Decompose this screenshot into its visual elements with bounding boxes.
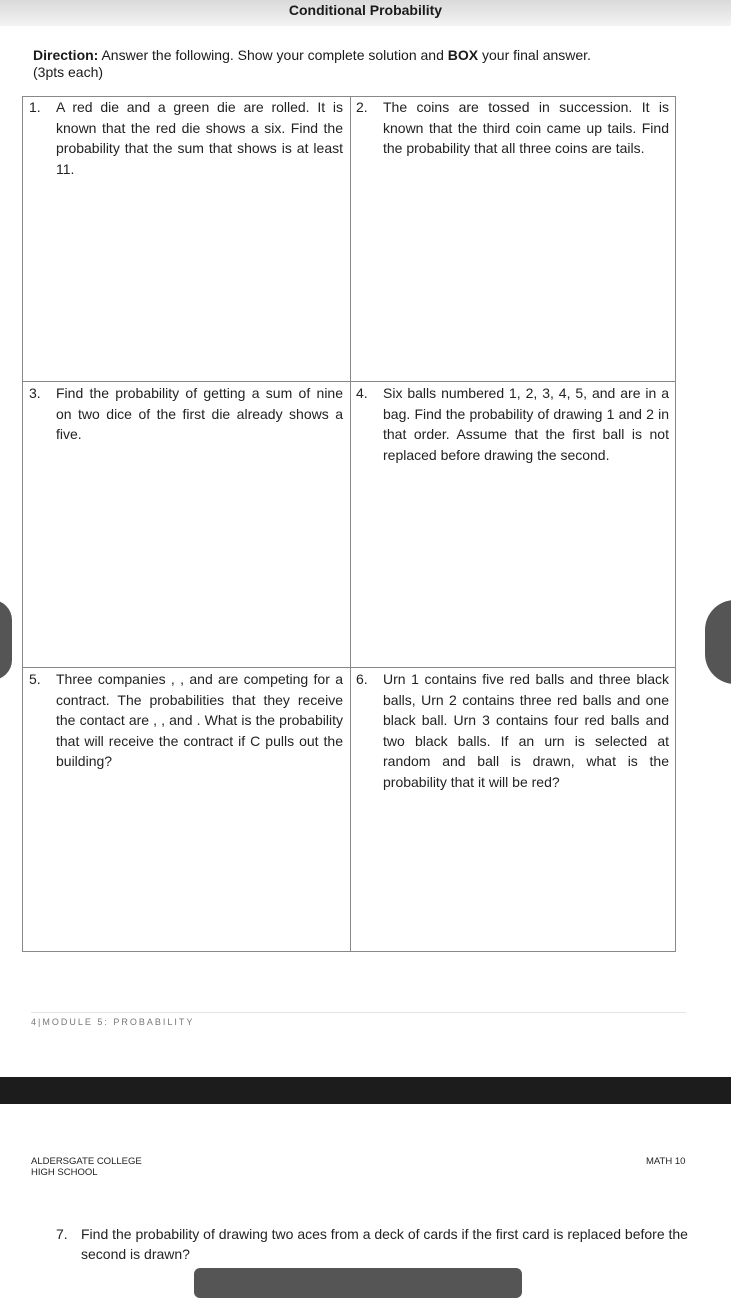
direction-emphasis: BOX xyxy=(447,47,479,63)
problem-text: Six balls numbered 1, 2, 3, 4, 5, and are in a bag. Find the probability of drawing 1 and 2 in that order. Assume that the first ball is not replaced before drawing the second. xyxy=(383,385,669,463)
problem-number: 3. xyxy=(29,385,41,401)
direction-text: Answer the following. Show your complete solution and xyxy=(98,47,448,63)
next-page-handle[interactable] xyxy=(705,600,731,684)
previous-page-handle[interactable] xyxy=(0,600,12,680)
school-name: ALDERSGATE COLLEGE xyxy=(31,1156,142,1167)
problem-grid xyxy=(22,96,676,952)
direction-text-end: your final answer. xyxy=(478,47,591,63)
grid-divider-row-2 xyxy=(23,667,675,668)
problem-text: The coins are tossed in succession. It is known that the third coin came up tails. Find the probability that all three coins are tails. xyxy=(383,99,669,156)
problem-text: A red die and a green die are rolled. It is known that the red die shows a six. Find the probability that the sum that shows is at least 11. xyxy=(56,99,343,177)
direction-label: Direction: xyxy=(33,47,99,63)
grid-divider-row-1 xyxy=(23,381,675,382)
school-header xyxy=(31,1156,142,1178)
direction-points: (3pts each) xyxy=(33,64,104,80)
subject-label: MATH 10 xyxy=(646,1156,686,1167)
problem-number: 6. xyxy=(356,671,368,687)
problem-number: 4. xyxy=(356,385,368,401)
school-division: HIGH SCHOOL xyxy=(31,1167,98,1178)
problem-number: 2. xyxy=(356,99,368,115)
page-title: Conditional Probability xyxy=(288,2,443,18)
problem-text: Urn 1 contains five red balls and three black balls, Urn 2 contains three red balls and one black ball. Urn 3 contains four red balls and two black balls. If an urn is selected at random and ball is drawn, what is the probability that it will be red? xyxy=(383,671,669,790)
problem-cell-2[interactable] xyxy=(356,97,670,367)
problem-cell-1[interactable] xyxy=(29,97,343,367)
problem-cell-6[interactable] xyxy=(356,669,670,939)
problem-number: 5. xyxy=(29,671,41,687)
problem-cell-4[interactable] xyxy=(356,383,670,653)
problem-text: Find the probability of drawing two aces from a deck of cards if the first card is replaced before the second is drawn? xyxy=(81,1226,688,1262)
problem-text: Find the probability of getting a sum of nine on two dice of the first die already shows a five. xyxy=(56,385,343,442)
directions xyxy=(33,47,683,81)
module-footer: 4|MODULE 5: PROBABILITY xyxy=(31,1017,195,1027)
grid-divider-vertical xyxy=(350,97,351,951)
problem-text: Three companies , , and are competing for a contract. The probabilities that they receive the contact are , , and . What is the probability that will receive the contract if C pulls out the building? xyxy=(56,671,343,769)
problem-number: 7. xyxy=(56,1226,68,1242)
footer-divider xyxy=(31,1012,686,1013)
page-break-bar xyxy=(0,1077,731,1104)
problem-number: 1. xyxy=(29,99,41,115)
problem-cell-3[interactable] xyxy=(29,383,343,653)
bottom-toolbar[interactable] xyxy=(194,1268,522,1298)
problem-cell-5[interactable] xyxy=(29,669,343,939)
